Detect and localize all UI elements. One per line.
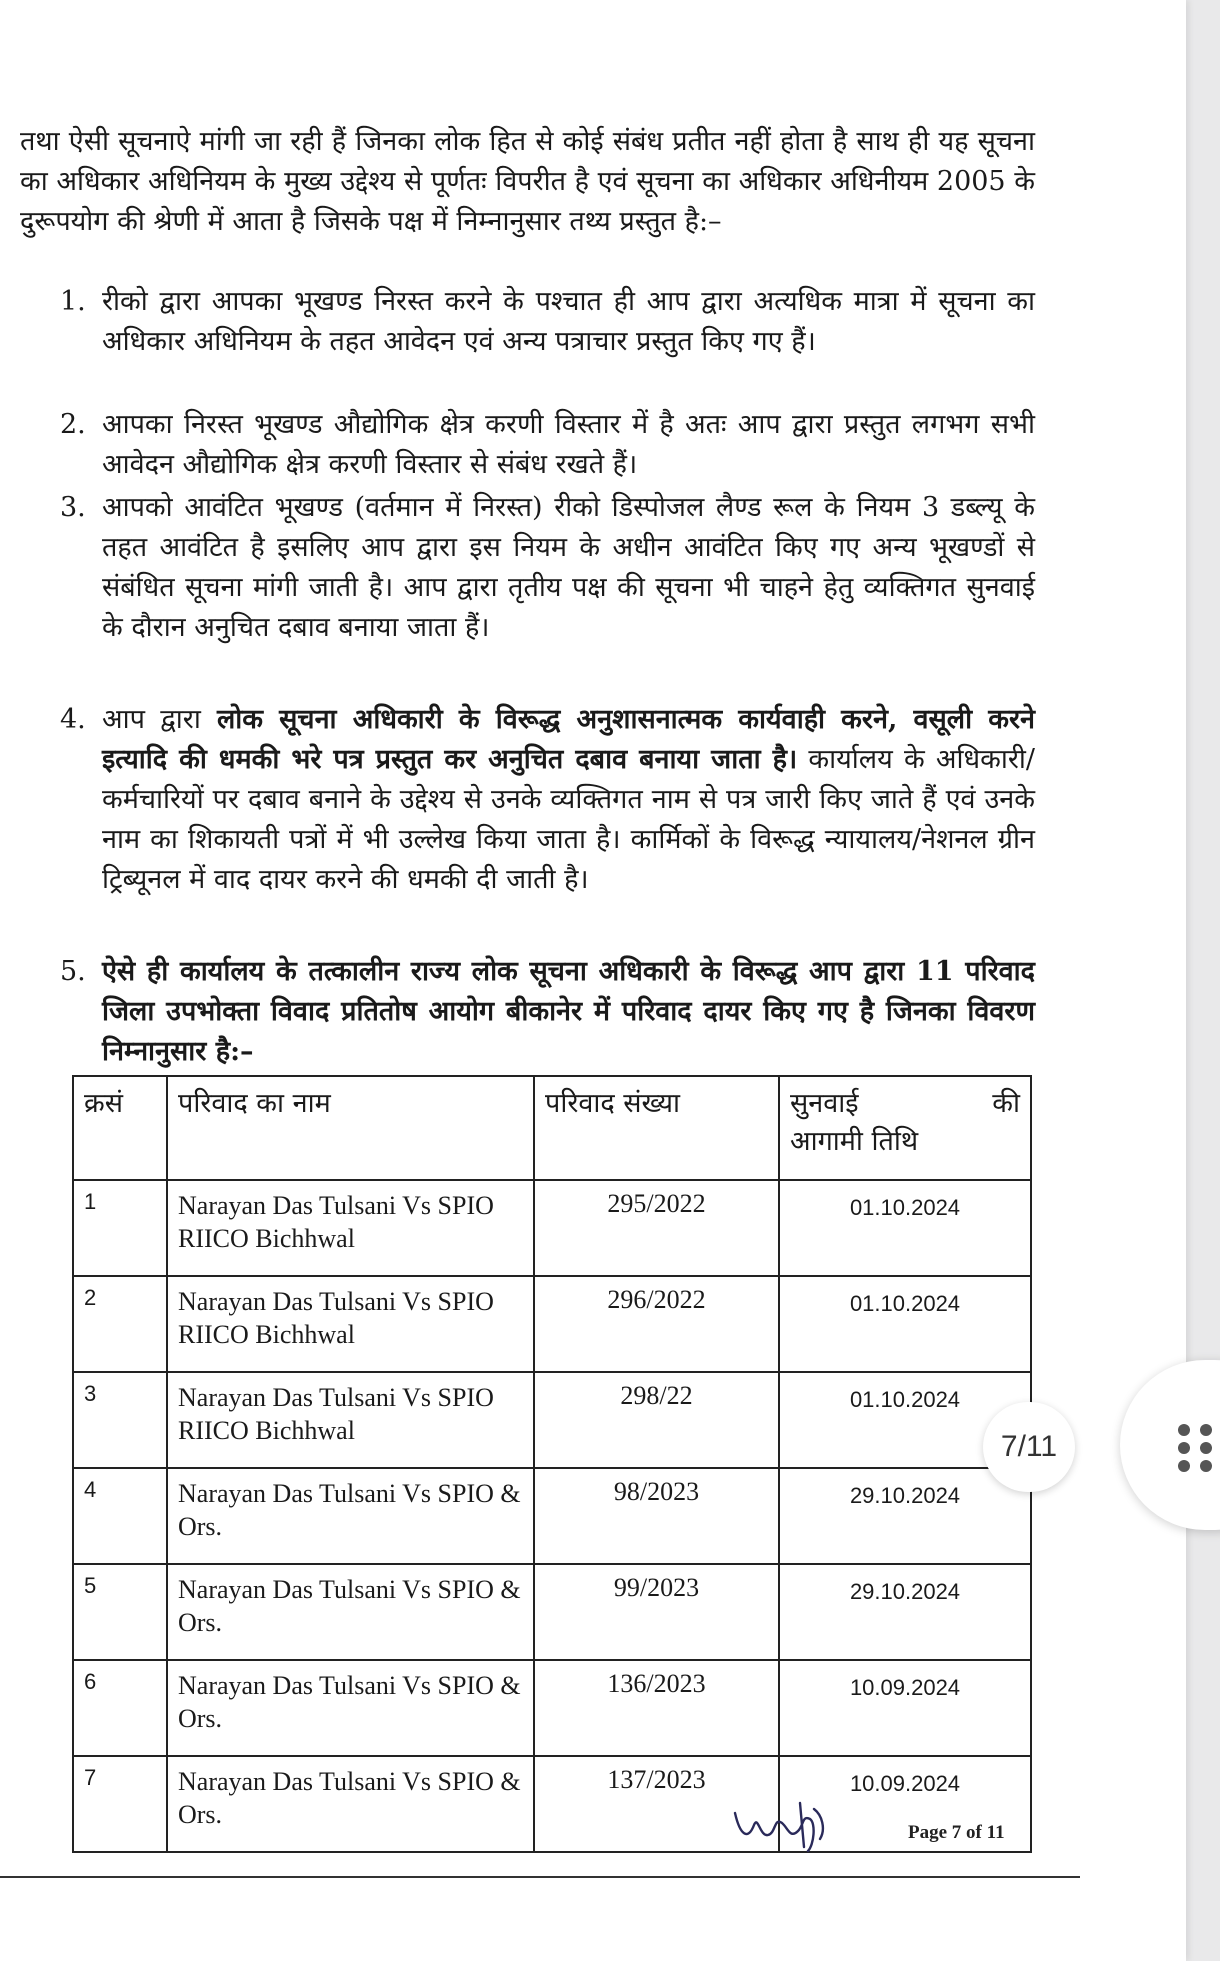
point-text <box>102 700 1035 900</box>
grip-dots-icon <box>1178 1424 1218 1472</box>
cell-serial: 5 <box>73 1564 167 1660</box>
point-4-lead: आप द्वारा <box>102 704 201 735</box>
header-next-hearing-date <box>779 1076 1031 1180</box>
header-date-line-2: आगामी तिथि <box>790 1126 919 1157</box>
cell-complaint-name: Narayan Das Tulsani Vs SPIO & Ors. <box>167 1756 534 1852</box>
cell-next-hearing-date: 01.10.2024 <box>779 1276 1031 1372</box>
point-number: 5. <box>60 956 86 987</box>
cell-serial: 6 <box>73 1660 167 1756</box>
cell-complaint-name: Narayan Das Tulsani Vs SPIO RIICO Bichhwal <box>167 1180 534 1276</box>
cell-complaint-number: 298/22 <box>534 1372 779 1468</box>
complaints-table <box>72 1075 1032 1853</box>
point-number: 4. <box>60 704 86 735</box>
point-5 <box>60 952 1035 1072</box>
cell-complaint-name: Narayan Das Tulsani Vs SPIO & Ors. <box>167 1564 534 1660</box>
cell-next-hearing-date: 29.10.2024 <box>779 1468 1031 1564</box>
cell-complaint-name: Narayan Das Tulsani Vs SPIO & Ors. <box>167 1660 534 1756</box>
table-row <box>73 1276 1031 1372</box>
cell-next-hearing-date: 01.10.2024 <box>779 1372 1031 1468</box>
cell-complaint-name: Narayan Das Tulsani Vs SPIO RIICO Bichhwal <box>167 1276 534 1372</box>
cell-complaint-number: 137/2023 <box>534 1756 779 1852</box>
cell-next-hearing-date: 01.10.2024 <box>779 1180 1031 1276</box>
point-4 <box>60 700 1035 900</box>
table-row <box>73 1468 1031 1564</box>
cell-serial: 3 <box>73 1372 167 1468</box>
table-header-row <box>73 1076 1031 1180</box>
page-number-label: Page 7 of 11 <box>908 1822 1005 1843</box>
table-row <box>73 1564 1031 1660</box>
cell-complaint-number: 295/2022 <box>534 1180 779 1276</box>
point-number: 3. <box>60 492 86 523</box>
point-2 <box>60 405 1035 485</box>
header-serial: क्रसं <box>73 1076 167 1180</box>
point-3 <box>60 488 1035 648</box>
table-row <box>73 1756 1031 1852</box>
cell-serial: 1 <box>73 1180 167 1276</box>
page-counter-badge: 7/11 <box>983 1402 1075 1492</box>
point-4-bold: लोक सूचना अधिकारी के विरूद्ध अनुशासनात्मक कार्यवाही करने, वसूली करने इत्यादि की धमकी भरे पत्र प्रस्तुत कर अनुचित दबाव बनाया जाता है। <box>102 704 1035 775</box>
cell-complaint-number: 98/2023 <box>534 1468 779 1564</box>
footer-rule <box>0 1876 1080 1878</box>
cell-complaint-number: 296/2022 <box>534 1276 779 1372</box>
cell-complaint-name: Narayan Das Tulsani Vs SPIO RIICO Bichhwal <box>167 1372 534 1468</box>
header-date-word-1: सुनवाई <box>790 1088 859 1119</box>
cell-serial: 2 <box>73 1276 167 1372</box>
table-row <box>73 1660 1031 1756</box>
table-row <box>73 1180 1031 1276</box>
cell-next-hearing-date: 10.09.2024 <box>779 1660 1031 1756</box>
cell-next-hearing-date: 10.09.2024 <box>779 1756 1031 1852</box>
header-date-word-2: की <box>992 1088 1020 1119</box>
cell-complaint-number: 136/2023 <box>534 1660 779 1756</box>
point-text: आपका निरस्त भूखण्ड औद्योगिक क्षेत्र करणी विस्तार में है अतः आप द्वारा प्रस्तुत लगभग सभी आवेदन औद्योगिक क्षेत्र करणी विस्तार से संबंध रखते हैं। <box>102 409 1035 480</box>
cell-serial: 7 <box>73 1756 167 1852</box>
point-text: ऐसे ही कार्यालय के तत्कालीन राज्य लोक सूचना अधिकारी के विरूद्ध आप द्वारा 11 परिवाद जिला उपभोक्ता विवाद प्रतितोष आयोग बीकानेर में परिवाद दायर किए गए है जिनका विवरण निम्नानुसार है:– <box>102 956 1035 1067</box>
header-complaint-number: परिवाद संख्या <box>534 1076 779 1180</box>
cell-serial: 4 <box>73 1468 167 1564</box>
signature-image <box>730 1795 840 1855</box>
cell-next-hearing-date: 29.10.2024 <box>779 1564 1031 1660</box>
point-4-rest: कार्यालय के अधिकारी/कर्मचारियों पर दबाव बनाने के उद्देश्य से उनके व्यक्तिगत नाम से पत्र जारी किए जाते हैं एवं उनके नाम का शिकायती पत्रों में भी उल्लेख किया जाता है। कार्मिकों के विरूद्ध न्यायालय/नेशनल ग्रीन ट्रिब्यूनल में वाद दायर करने की धमकी दी जाती है। <box>102 744 1036 895</box>
point-text: रीको द्वारा आपका भूखण्ड निरस्त करने के पश्चात ही आप द्वारा अत्यधिक मात्रा में सूचना का अधिकार अधिनियम के तहत आवेदन एवं अन्य पत्राचार प्रस्तुत किए गए हैं। <box>102 286 1035 357</box>
intro-paragraph: तथा ऐसी सूचनाऐ मांगी जा रही हैं जिनका लोक हित से कोई संबंध प्रतीत नहीं होता है साथ ही यह सूचना का अधिकार अधिनियम के मुख्य उद्देश्य से पूर्णतः विपरीत है एवं सूचना का अधिकार अधिनीयम 2005 के दुरूपयोग की श्रेणी में आता है जिसके पक्ष में निम्नानुसार तथ्य प्रस्तुत है:– <box>20 126 1035 237</box>
point-number: 2. <box>60 409 86 440</box>
table-row <box>73 1372 1031 1468</box>
point-1 <box>60 282 1035 362</box>
header-complaint-name: परिवाद का नाम <box>167 1076 534 1180</box>
cell-complaint-number: 99/2023 <box>534 1564 779 1660</box>
cell-complaint-name: Narayan Das Tulsani Vs SPIO & Ors. <box>167 1468 534 1564</box>
point-number: 1. <box>60 286 86 317</box>
point-text: आपको आवंटित भूखण्ड (वर्तमान में निरस्त) रीको डिस्पोजल लैण्ड रूल के नियम 3 डब्ल्यू के तहत आवंटित है इसलिए आप द्वारा इस नियम के अधीन आवंटित किए गए अन्य भूखण्डों से संबंधित सूचना मांगी जाती है। आप द्वारा तृतीय पक्ष की सूचना भी चाहने हेतु व्यक्तिगत सुनवाई के दौरान अनुचित दबाव बनाया जाता हैं। <box>102 492 1035 643</box>
